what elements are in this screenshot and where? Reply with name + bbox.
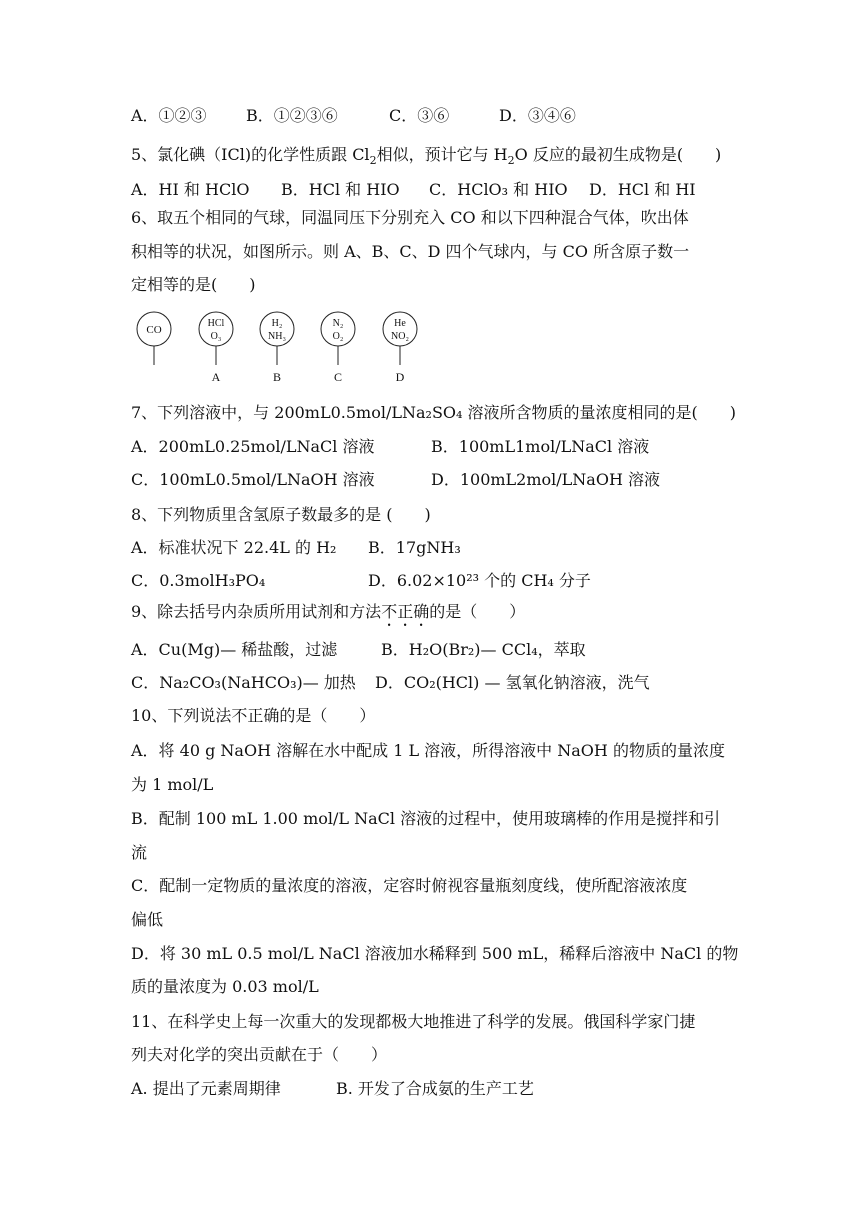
q7-option-b: B．100mL1mol/LNaCl 溶液	[431, 437, 650, 456]
q5-option-a: A．HI 和 HClO	[131, 180, 250, 199]
balloon-d	[383, 312, 417, 384]
q7-option-a: A．200mL0.25mol/LNaCl 溶液	[131, 437, 375, 456]
q10-option-d-line1: D．将 30 mL 0.5 mol/L NaCl 溶液加水稀释到 500 mL，稀释后溶液中 NaCl 的物	[131, 944, 739, 963]
q10-stem: 10、下列说法不正确的是（ ）	[131, 706, 376, 725]
svg-text:C: C	[333, 370, 343, 384]
q11-line-1: 11、在科学史上每一次重大的发现都极大地推进了科学的发展。俄国科学家门捷	[131, 1012, 696, 1031]
q4-option-d: D．③④⑥	[499, 106, 576, 125]
q10-option-a-line1: A．将 40 g NaOH 溶解在水中配成 1 L 溶液，所得溶液中 NaOH 的物质的量浓度	[131, 741, 725, 760]
balloon-figure	[130, 310, 430, 390]
svg-text:O₂: O₂	[332, 331, 344, 342]
svg-text:B: B	[272, 370, 282, 384]
q7-option-d: D．100mL2mol/LNaOH 溶液	[431, 470, 660, 489]
q5-option-b: B．HCl 和 HIO	[281, 180, 400, 199]
q11-option-b: B. 开发了合成氨的生产工艺	[336, 1079, 534, 1098]
balloon-co	[137, 312, 171, 365]
svg-text:O₃: O₃	[210, 331, 222, 342]
balloon-c	[321, 312, 355, 384]
q6-line-2: 积相等的状况，如图所示。则 A、B、C、D 四个气球内，与 CO 所含原子数一	[131, 242, 690, 261]
svg-text:D: D	[395, 370, 405, 384]
balloon-a	[199, 312, 233, 384]
q8-option-b: B．17gNH₃	[368, 538, 461, 557]
svg-text:H₂: H₂	[271, 318, 283, 329]
q9-stem: 9、除去括号内杂质所用试剂和方法不正确的是（ ）	[131, 602, 526, 621]
q4-option-b: B．①②③⑥	[246, 106, 338, 125]
svg-text:NO₂: NO₂	[391, 331, 409, 342]
q8-option-d: D．6.02×10²³ 个的 CH₄ 分子	[368, 571, 591, 590]
q9-option-a: A．Cu(Mg)— 稀盐酸，过滤	[131, 640, 338, 659]
q5-option-c: C．HClO₃ 和 HIO	[429, 180, 568, 199]
q4-option-a: A．①②③	[131, 106, 207, 125]
q6-line-3: 定相等的是( )	[131, 275, 256, 294]
balloon-b	[260, 312, 294, 384]
q8-option-a: A．标准状况下 22.4L 的 H₂	[131, 538, 337, 557]
q9-option-c: C．Na₂CO₃(NaHCO₃)— 加热	[131, 673, 356, 692]
q6-line-1: 6、取五个相同的气球，同温同压下分别充入 CO 和以下四种混合气体，吹出体	[131, 208, 689, 227]
q11-option-a: A. 提出了元素周期律	[131, 1079, 281, 1098]
svg-text:N₂: N₂	[332, 318, 344, 329]
svg-text:CO: CO	[146, 324, 162, 336]
q8-option-c: C．0.3molH₃PO₄	[131, 571, 266, 590]
q7-stem: 7、下列溶液中，与 200mL0.5mol/LNa₂SO₄ 溶液所含物质的量浓度相同的是( )	[131, 403, 737, 422]
svg-text:A: A	[211, 370, 221, 384]
q9-option-d: D．CO₂(HCl) — 氢氧化钠溶液，洗气	[375, 673, 650, 692]
q10-option-b-line1: B．配制 100 mL 1.00 mol/L NaCl 溶液的过程中，使用玻璃棒的作用是搅拌和引	[131, 809, 721, 828]
q5-stem: 5、氯化碘（ICl)的化学性质跟 $Cl_2$相似，预计它与 $H_2O$ 反应的最初生成物是( )	[131, 145, 722, 168]
q4-option-c: C．③⑥	[389, 106, 450, 125]
q10-option-b-line2: 流	[131, 843, 148, 862]
q5-option-d: D．HCl 和 HI	[589, 180, 696, 199]
svg-text:HCl: HCl	[207, 318, 225, 329]
q9-option-b: B．H₂O(Br₂)— CCl₄，萃取	[381, 640, 586, 659]
q7-option-c: C．100mL0.5mol/LNaOH 溶液	[131, 470, 375, 489]
svg-text:He: He	[394, 318, 406, 329]
q8-stem: 8、下列物质里含氢原子数最多的是 ( )	[131, 505, 431, 524]
q9-emphasis: 不正确	[381, 602, 430, 621]
q10-option-a-line2: 为 1 mol/L	[131, 775, 214, 794]
q10-option-d-line2: 质的量浓度为 0.03 mol/L	[131, 977, 319, 996]
q10-option-c-line2: 偏低	[131, 910, 164, 929]
q11-line-2: 列夫对化学的突出贡献在于（ ）	[131, 1045, 388, 1064]
svg-text:NH₃: NH₃	[268, 331, 286, 342]
q10-option-c-line1: C．配制一定物质的量浓度的溶液，定容时俯视容量瓶刻度线，使所配溶液浓度	[131, 876, 688, 895]
